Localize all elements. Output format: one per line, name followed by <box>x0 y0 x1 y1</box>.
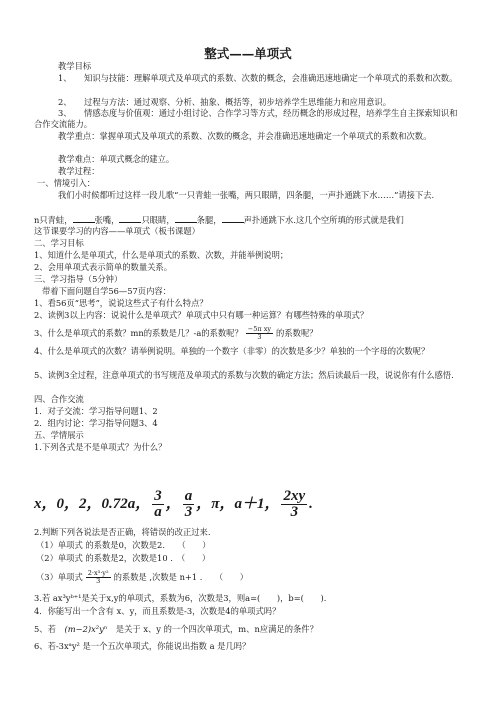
process-heading: 教学过程： <box>58 166 100 176</box>
expression-part: ，π，a＋1， <box>196 495 280 512</box>
question-5: 5、读例3全过程，注意单项式的书写规范及单项式的系数与次数的确定方法；然后读最后一段，说说你有什么感悟. <box>34 370 454 380</box>
fraction-denominator: 3 <box>96 577 101 585</box>
fraction-numerator: −5π xy <box>247 325 272 333</box>
answer-blank <box>175 214 197 223</box>
key-point: 教学重点：掌握单项式及单项式的系数、次数的概念，并会准确迅速地确定一个单项式的系数和次数。 <box>58 131 432 141</box>
blank-text-d: 条腿， <box>196 215 222 225</box>
section-5-heading: 五、学情展示 <box>34 430 84 440</box>
exercise-5 <box>34 624 464 635</box>
exchange-1: 1．对子交流：学习指导问题1、2 <box>34 406 158 416</box>
expression-list <box>34 489 313 520</box>
goal-1: 1、知道什么是单项式，什么是单项式的系数、次数，并能举例说明； <box>34 250 289 260</box>
item-3-tail: 的系数是 ,次数是 n+1 . （ ） <box>113 572 249 582</box>
fraction-numerator: a <box>184 488 193 504</box>
exercise-6: 6、若-3xᵃy² 是一个五次单项式，你能说出指数 a 是几吗？ <box>34 641 251 651</box>
fraction-denominator: 3 <box>257 333 262 341</box>
exercise-2-item-3 <box>36 566 466 588</box>
item-3-text: （3）单项式 <box>36 572 83 582</box>
goal-2: 2、会用单项式表示简单的数量关系。 <box>34 262 173 272</box>
expression-part: x，0，2，0.72a， <box>34 495 151 512</box>
section-1-blanks <box>34 214 464 226</box>
question-1: 1、看56页“思考”，说说这些式子有什么特点？ <box>34 298 208 308</box>
objectives-heading: 教学目标 <box>58 61 92 71</box>
blank-text-e: 声扑通跳下水.这几个空所填的形式就是我们 <box>243 215 404 225</box>
exercise-1: 1.下列各式是不是单项式？为什么？ <box>34 442 167 452</box>
exercise-3: 3.若 ax³yᵇ⁺¹是关于x,y的单项式，系数为6，次数是3，则a=( )，b=( ). <box>34 593 327 603</box>
section-1-heading: 一、情境引入： <box>37 178 96 188</box>
section-1-line-3: 这节课要学习的内容——单项式（板书课题） <box>34 226 200 236</box>
objective-3: 3、 情感态度与价值观：通过小组讨论、合作学习等方式，经历概念的形成过程，培养学生自主探索知识和合作交流能力。 <box>34 108 458 129</box>
question-3-text: 3、什么是单项式的系数？mn的系数是几？-a的系数呢？ <box>34 328 243 338</box>
fraction-numerator: 3 <box>154 488 162 504</box>
exercise-4: 4．你能写出一个含有 x、y，而且系数是-3，次数是4的单项式吗？ <box>34 606 281 616</box>
exercise-5-tail: 是关于 x、y 的一个四次单项式，m、n应满足的条件？ <box>115 624 318 634</box>
blank-text-a: n只青蛙， <box>34 215 73 225</box>
page-title: 整式——单项式 <box>204 46 292 61</box>
fraction <box>183 489 195 520</box>
fraction <box>246 326 273 341</box>
fraction <box>152 489 164 520</box>
section-3-paragraph: 带着下面问题自学56—57页内容： <box>42 286 171 296</box>
question-4: 4、什么是单项式的次数？请举例说明。单独的一个数字（非零）的次数是多少？单独的一个字母的次数呢？ <box>34 346 430 356</box>
question-3 <box>34 322 464 344</box>
question-3-tail: 的系数呢？ <box>276 328 318 338</box>
fraction-denominator: 3 <box>184 504 193 520</box>
section-1-paragraph: 我们小时候都听过这样一段儿歌“一只青蛙一张嘴，两只眼睛，四条腿，一声扑通跳下水……”请接下去. <box>58 190 435 200</box>
exchange-2: 2．组内讨论：学习指导问题3、4 <box>34 418 158 428</box>
fraction-numerator: 2·x³·y² <box>87 569 109 577</box>
objective-1: 1、 知识与技能：理解单项式及单项式的系数、次数的概念，会准确迅速地确定一个单项式的系数和次数。 <box>58 73 458 83</box>
section-3-heading: 三、学习指导（5分钟） <box>34 274 123 284</box>
objective-2: 2、 过程与方法：通过观察、分析、抽象、概括等，初步培养学生思维能力和应用意识。 <box>58 97 392 107</box>
fraction-denominator: 3 <box>290 504 299 520</box>
exercise-2: 2.判断下列各说法是否正确，将错误的改正过来. <box>34 527 211 537</box>
fraction-denominator: a <box>154 504 162 520</box>
exercise-2-item-2: （2）单项式 的系数是2，次数是10 . （ ） <box>36 553 211 563</box>
fraction <box>281 489 307 520</box>
exercise-5-expression: (m−2)x²yⁿ <box>64 624 108 634</box>
fraction-numerator: 2xy <box>283 488 306 504</box>
separator: ， <box>165 495 181 512</box>
blank-text-b: 张嘴， <box>94 215 120 225</box>
question-2: 2、读例3以上内容：说说什么是单项式？单项式中只有哪一种运算？有哪些特殊的单项式？ <box>34 310 369 320</box>
section-4-heading: 四、合作交流 <box>34 394 84 404</box>
difficulty: 教学难点：单项式概念的建立。 <box>58 154 175 164</box>
exercise-5-text: 5、若 <box>34 624 56 634</box>
expression-end: . <box>309 495 313 512</box>
section-2-heading: 二、学习目标 <box>34 238 84 248</box>
answer-blank <box>119 214 141 223</box>
answer-blank <box>222 214 244 223</box>
blank-text-c: 只眼睛， <box>141 215 175 225</box>
answer-blank <box>73 214 95 223</box>
fraction <box>86 570 111 585</box>
exercise-2-item-1: （1）单项式 的系数是0，次数是2. （ ） <box>36 540 211 550</box>
